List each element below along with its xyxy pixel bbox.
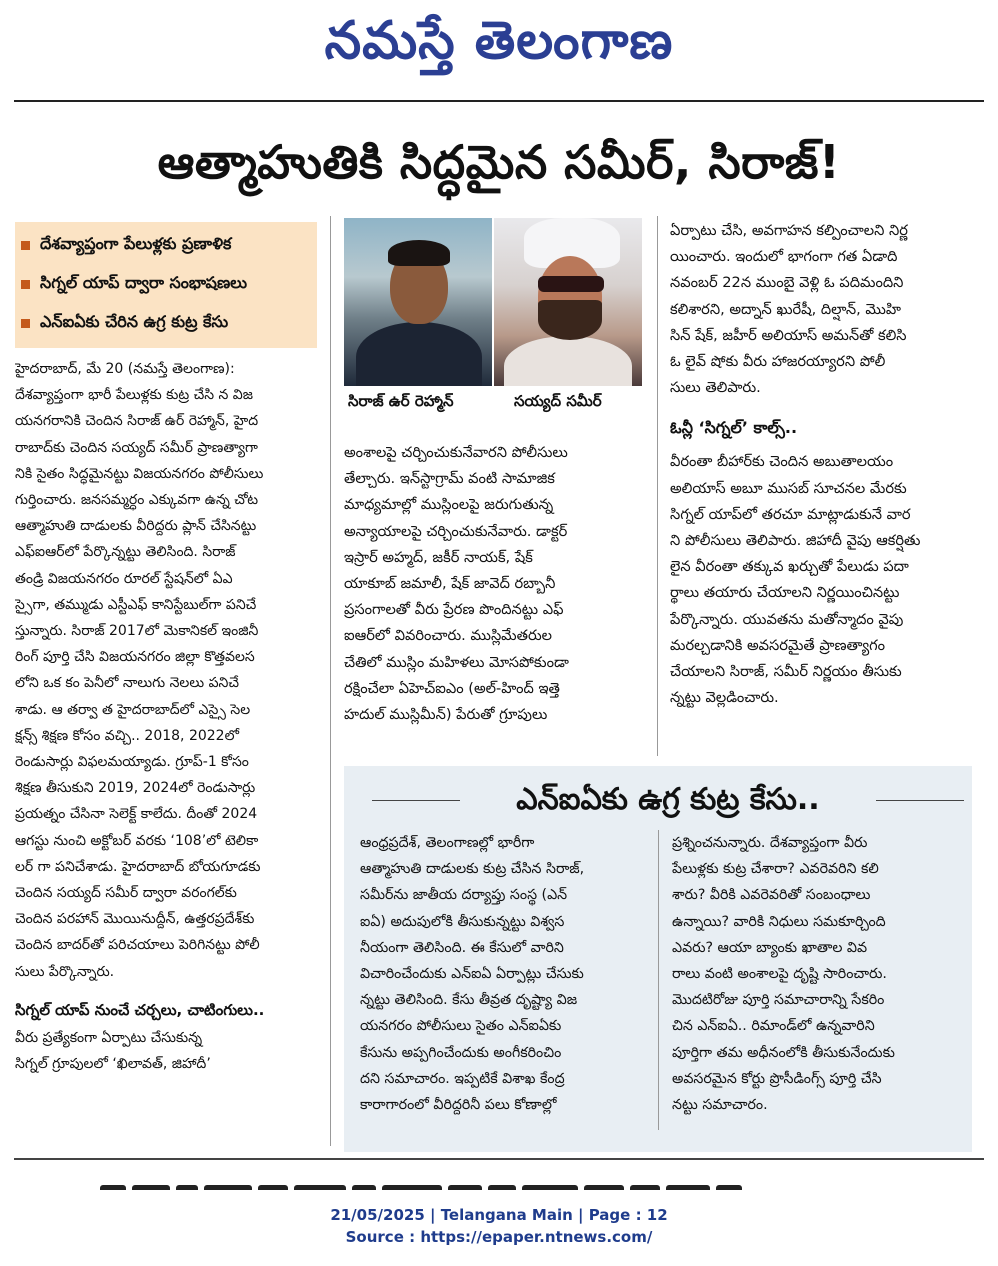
nia-box-left-body bbox=[360, 830, 644, 1118]
text-line: హదుల్ ముస్లిమీన్) పేరుతో గ్రూపులు bbox=[344, 706, 548, 724]
text-line: రింగ్ పూర్తి చేసి విజయనగరం జిల్లా కొత్తవలస bbox=[15, 649, 255, 666]
box-divider bbox=[658, 830, 659, 1130]
column-2 bbox=[344, 440, 644, 728]
column-1-subhead: సిగ్నల్ యాప్ నుంచే చర్చలు, చాటింగులు.. bbox=[15, 1000, 265, 1019]
text-line: యాకూబ్ జమాలీ, షేక్ జావెద్ రబ్బానీ bbox=[344, 575, 556, 593]
text-line: ఏర్పాటు చేసి, అవగాహన కల్పించాలని నిర్ణ bbox=[670, 222, 908, 239]
text-line: ప్రసంగాలతో వీరు ప్రేరణ పొందినట్టు ఎఫ్ bbox=[344, 601, 564, 619]
text-line: రాబాద్‌కు చెందిన సయ్యద్ సమీర్ ప్రాణత్యాగా bbox=[15, 439, 258, 456]
text-line: ఎఫ్ఐఆర్‌లో పేర్కొన్నట్టు తెలిసింది. సిరాజ్ bbox=[15, 544, 236, 561]
text-line: గుర్తించారు. జనసమ్మర్ధం ఎక్కువగా ఉన్న చోట bbox=[15, 492, 259, 509]
text-line: పూర్తిగా తమ అధీనంలోకి తీసుకునేందుకు bbox=[672, 1044, 895, 1061]
text-line: ఐఆర్‌లో వివరించారు. ముస్లిమేతరుల bbox=[344, 627, 553, 645]
text-line: సిగ్నల్ యాప్‌లో తరచూ మాట్లాడుకునే వార bbox=[670, 505, 911, 523]
text-line: చెందిన సయ్యద్ సమీర్ ద్వారా వరంగల్‌కు bbox=[15, 885, 237, 902]
nia-box-title-text: ఎన్ఐఏకు ఉగ్ర కుట్ర కేసు.. bbox=[460, 772, 876, 828]
text-line: కేసును అప్పగించేందుకు అంగీకరించిం bbox=[360, 1044, 562, 1061]
text-line: సులు పేర్కొన్నారు. bbox=[15, 963, 115, 980]
text-line: యనగరానికి చెందిన సిరాజ్ ఉర్ రెహ్మాన్, హైద bbox=[15, 413, 259, 430]
text-line: సులు తెలిపారు. bbox=[670, 379, 761, 397]
bottom-rule bbox=[14, 1158, 984, 1160]
square-bullet-icon bbox=[21, 280, 30, 289]
text-line: న్నట్టు వెల్లడించారు. bbox=[670, 689, 779, 707]
text-line: చిన ఎన్ఐఏ.. రిమాండ్‌లో ఉన్నవారిని bbox=[672, 1018, 875, 1035]
footer-source-link[interactable]: Source : https://epaper.ntnews.com/ bbox=[345, 1228, 653, 1246]
highlight-item bbox=[21, 304, 311, 343]
photo-siraj bbox=[344, 218, 492, 386]
text-line: యించారు. ఇందులో భాగంగా గత ఏడాది bbox=[670, 248, 898, 266]
text-line: ఎవరు? ఆయా బ్యాంకు ఖాతాల వివ bbox=[672, 939, 868, 956]
text-line: లైన వీరంతా తక్కువ ఖర్చుతో పేలుడు పదా bbox=[670, 558, 909, 576]
text-line: కారాగారంలో వీరిద్దరినీ పలు కోణాల్లో bbox=[360, 1097, 557, 1114]
text-line: దేశవ్యాప్తంగా భారీ పేలుళ్లకు కుట్ర చేసి న విజ bbox=[15, 387, 253, 404]
text-line: నట్టు సమాచారం. bbox=[672, 1097, 768, 1114]
text-line: సిన్ షేక్, జహీర్ అలియాస్ అమన్‌తో కలిసి bbox=[670, 326, 907, 344]
text-line: స్తున్నారు. సిరాజ్ 2017లో మెకానికల్ ఇంజినీ bbox=[15, 623, 259, 640]
text-line: నీయంగా తెలిసింది. ఈ కేసులో వారిని bbox=[360, 939, 564, 956]
text-line: అంశాలపై చర్చించుకునేవారని పోలీసులు bbox=[344, 444, 568, 461]
text-line: శాడు. ఆ తర్వా త హైదరాబాద్‌లో ఎస్సై సెల bbox=[15, 701, 251, 718]
square-bullet-icon bbox=[21, 241, 30, 250]
text-line: నికి సైతం సిద్ధమైనట్టు విజయనగరం పోలీసులు bbox=[15, 465, 264, 482]
nia-box-right bbox=[672, 830, 962, 1118]
photo-caption-sameer: సయ్యద్ సమీర్ bbox=[514, 392, 602, 410]
column-1-body bbox=[15, 356, 317, 985]
text-line: మాధ్యమాల్లో ముస్లింలపై జరుగుతున్న bbox=[344, 496, 554, 514]
text-line: పేర్కొన్నారు. యువతను మతోన్మాదం వైపు bbox=[670, 610, 904, 628]
text-line: రాలు వంటి అంశాలపై దృష్టి సారించారు. bbox=[672, 966, 887, 983]
text-line: చెందిన పరహాన్ మొయినుద్దీన్, ఉత్తరప్రదేశ్‌కు bbox=[15, 911, 255, 928]
column-3-subhead: ఓన్లీ ‘సిగ్నల్’ కాల్స్.. bbox=[670, 418, 798, 438]
text-line: వీరు ప్రత్యేకంగా ఏర్పాటు చేసుకున్న bbox=[15, 1029, 203, 1046]
text-line: ఆత్మాహుతి దాడులకు కుట్ర చేసిన సిరాజ్, bbox=[360, 861, 585, 878]
text-line: ఆంధ్రప్రదేశ్, తెలంగాణల్లో భారీగా bbox=[360, 835, 535, 851]
text-line: హైదరాబాద్, మే 20 (నమస్తే తెలంగాణ): bbox=[15, 361, 235, 377]
text-line: సిగ్నల్ గ్రూపులలో ‘ఖిలావత్, జిహాదీ’ bbox=[15, 1056, 211, 1073]
text-line: ర్థాలు తయారు చేయాలని నిర్ణయించినట్టు bbox=[670, 584, 900, 602]
column-2-body bbox=[344, 440, 644, 728]
text-line: ఆగస్టు నుంచి అక్టోబర్ వరకు ‘108’లో టెలికా bbox=[15, 832, 259, 849]
column-divider bbox=[657, 216, 658, 756]
text-line: ఓ లైవ్ షోకు వీరు హాజరయ్యారని పోలీ bbox=[670, 353, 886, 371]
text-line: మరల్చడానికి అవసరమైతే ప్రాణత్యాగం bbox=[670, 636, 886, 654]
column-3 bbox=[670, 218, 972, 711]
text-line: న్నట్టు తెలిసింది. కేసు తీవ్రత దృష్ట్యా విజ bbox=[360, 992, 578, 1009]
text-line: పేలుళ్లకు కుట్ర చేశారా? ఎవరెవరిని కలి bbox=[672, 861, 879, 878]
highlight-item bbox=[21, 265, 311, 304]
masthead-logo: నమస్తే తెలంగాణ bbox=[324, 11, 674, 71]
text-line: శారు? వీరికి ఎవరెవరితో సంబంధాలు bbox=[672, 887, 871, 904]
text-line: ఉన్నాయి? వారికి నిధులు సమకూర్చింది bbox=[672, 913, 886, 930]
text-line: స్సైగా, తమ్ముడు ఎస్టీఎఫ్ కానిస్టేబుల్‌గా పనిచే bbox=[15, 596, 257, 613]
column-3-body bbox=[670, 218, 972, 401]
text-line: ఇస్రార్ అహ్మద్, జకీర్ నాయక్, షేక్ bbox=[344, 548, 533, 566]
text-line: రక్షించేలా ఏహెచ్ఐఎం (అల్-హింద్ ఇత్తె bbox=[344, 679, 560, 697]
text-line: లర్ గా పనిచేశాడు. హైదరాబాద్ బోయగూడకు bbox=[15, 858, 261, 875]
text-line: అన్యాయాలపై చర్చించుకునేవారు. డాక్టర్ bbox=[344, 522, 568, 540]
text-line: చెందిన బాదర్‌తో పరిచయాలు పెరిగినట్టు పోలీ bbox=[15, 937, 260, 954]
highlight-text: సిగ్నల్ యాప్ ద్వారా సంభాషణలు bbox=[40, 273, 248, 292]
text-line: శిక్షణ తీసుకుని 2019, 2024లో రెండుసార్లు bbox=[15, 780, 256, 797]
column-1 bbox=[15, 356, 317, 1077]
text-line: సమీర్‌ను జాతీయ దర్యాప్తు సంస్థ (ఎన్ bbox=[360, 887, 568, 904]
text-line: ప్రయత్నం చేసినా సెలెక్ట్ కాలేదు. దీంతో 2024 bbox=[15, 806, 258, 823]
text-line: వీరంతా బీహార్‌కు చెందిన అబుతాలయం bbox=[670, 453, 894, 471]
next-article-teaser bbox=[100, 1178, 960, 1190]
nia-box-right-body bbox=[672, 830, 962, 1118]
nia-box-title bbox=[372, 772, 964, 828]
photo-caption-siraj: సిరాజ్ ఉర్ రెహ్మాన్ bbox=[348, 392, 454, 410]
text-line: ఐఏ) అదుపులోకి తీసుకున్నట్టు విశ్వస bbox=[360, 913, 565, 930]
text-line: మొదటిరోజు పూర్తి సమాచారాన్ని సేకరిం bbox=[672, 992, 885, 1009]
highlight-item bbox=[21, 226, 311, 265]
text-line: తేల్చారు. ఇన్‌స్టాగ్రామ్ వంటి సామాజిక bbox=[344, 470, 555, 488]
text-line: లోని ఒక కం పెనీలో నాలుగు నెలలు పనిచే bbox=[15, 675, 239, 692]
text-line: యనగరం పోలీసులు సైతం ఎన్ఐఏకు bbox=[360, 1018, 562, 1035]
text-line: అలియాస్ అబూ ముసబ్ సూచనల మేరకు bbox=[670, 479, 907, 497]
text-line: రెండుసార్లు విఫలమయ్యాడు. గ్రూప్-1 కోసం bbox=[15, 754, 249, 771]
text-line: అవసరమైన కోర్టు ప్రొసీడింగ్స్ పూర్తి చేసి bbox=[672, 1070, 882, 1087]
photo-sameer bbox=[494, 218, 642, 386]
text-line: ప్రశ్నించనున్నారు. దేశవ్యాప్తంగా వీరు bbox=[672, 835, 868, 851]
highlight-text: దేశవ్యాప్తంగా పేలుళ్లకు ప్రణాళిక bbox=[40, 234, 232, 253]
text-line: క్షన్స్ శిక్షణ కోసం వచ్చి.. 2018, 2022లో bbox=[15, 727, 239, 744]
text-line: తండ్రి విజయనగరం రూరల్ స్టేషన్‌లో ఏఎ bbox=[15, 570, 233, 587]
footer-date-edition: 21/05/2025 | Telangana Main | Page : 12 bbox=[330, 1206, 668, 1224]
text-line: విచారించేందుకు ఎన్ఐఏ ఏర్పాట్లు చేసుకు bbox=[360, 966, 584, 983]
highlight-text: ఎన్ఐఏకు చేరిన ఉగ్ర కుట్ర కేసు bbox=[40, 312, 229, 331]
text-line: కలిశారని, అద్నాన్ ఖురేషీ, దిల్షాన్, మొహి bbox=[670, 300, 901, 318]
headline: ఆత్మాహుతికి సిద్ధమైన సమీర్, సిరాజ్! bbox=[157, 135, 841, 189]
text-line: చేయాలని సిరాజ్, సమీర్ నిర్ణయం తీసుకు bbox=[670, 663, 902, 681]
column-3-body-2 bbox=[670, 449, 972, 711]
masthead-rule bbox=[14, 100, 984, 102]
square-bullet-icon bbox=[21, 319, 30, 328]
column-1-tail bbox=[15, 1025, 317, 1077]
nia-box-left bbox=[360, 830, 644, 1118]
text-line: ని పోలీసులు తెలిపారు. జిహాదీ వైపు ఆకర్షితు bbox=[670, 532, 921, 550]
highlights-box bbox=[15, 222, 317, 348]
text-line: నవంబర్ 22న ముంబై వెళ్లి ఓ పదిమందిని bbox=[670, 274, 904, 292]
text-line: చేతిలో ముస్లిం మహిళలు మోసపోకుండా bbox=[344, 653, 569, 671]
column-divider bbox=[330, 216, 331, 1146]
text-line: దని సమాచారం. ఇప్పటికే విశాఖ కేంద్ర bbox=[360, 1070, 565, 1087]
text-line: ఆత్మాహుతి దాడులకు వీరిద్దరు ప్లాన్ చేసినట్టు bbox=[15, 518, 257, 535]
